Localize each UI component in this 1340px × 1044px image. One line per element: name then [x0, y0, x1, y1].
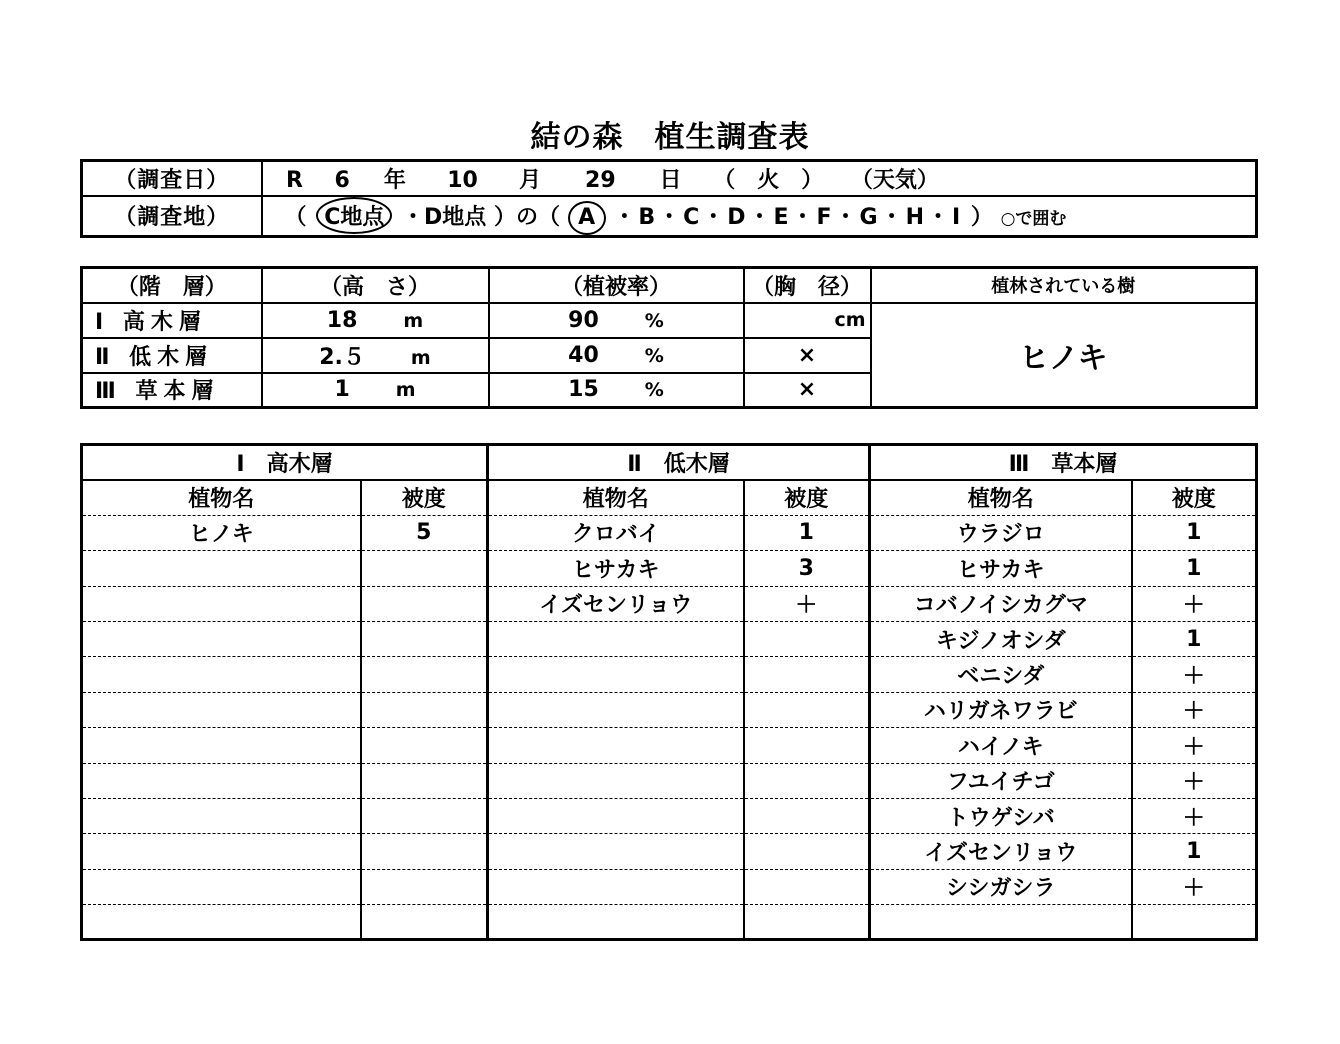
weather-label: （天気）: [850, 167, 939, 193]
col-name-header: 植物名: [82, 480, 361, 515]
strata-table: [80, 266, 1258, 409]
cover-degree-cell: 1: [1132, 551, 1257, 586]
cover-degree-cell: 1: [1132, 834, 1257, 869]
cover-degree-cell: [361, 798, 488, 833]
cover-degree-cell: 1: [744, 515, 870, 550]
height-value: 1: [334, 377, 350, 403]
plant-name-cell: [82, 763, 361, 798]
date-month-unit: 月: [519, 167, 542, 193]
area-options: ・B・C・D・E・F・G・H・I: [613, 204, 964, 230]
date-label: （調査日）: [82, 161, 262, 196]
table-row: [82, 763, 1257, 798]
cover-degree-cell: [361, 586, 488, 621]
cover-degree-cell: [361, 657, 488, 692]
cover-degree-cell: [744, 763, 870, 798]
plant-name-cell: ヒノキ: [82, 515, 361, 550]
table-row: [82, 728, 1257, 763]
plant-name-cell: [82, 621, 361, 656]
strata-header: 植林されている樹: [871, 268, 1257, 303]
col-name-header: 植物名: [488, 480, 744, 515]
plant-name-cell: [488, 869, 744, 904]
plant-name-cell: [82, 692, 361, 727]
plant-name-cell: コバノイシカグマ: [870, 586, 1132, 621]
plant-name-cell: [488, 657, 744, 692]
site-value: [262, 196, 1257, 237]
cover-cell: [489, 338, 744, 373]
cover-unit: %: [644, 344, 664, 367]
layer-header: Ⅰ 高木層: [82, 445, 488, 480]
dbh-value: cm: [744, 303, 871, 338]
layer-label: Ⅰ 高木層: [82, 303, 262, 338]
plant-name-cell: [488, 798, 744, 833]
date-day: 29: [585, 167, 616, 193]
cover-degree-cell: ＋: [1132, 692, 1257, 727]
table-row: [82, 515, 1257, 550]
height-cell: [262, 338, 489, 373]
date-row: [82, 161, 1257, 196]
strata-header: （階 層）: [82, 268, 262, 303]
point-d: ・D地点: [402, 204, 487, 230]
height-value: 2.５: [319, 344, 365, 370]
cover-degree-cell: [744, 798, 870, 833]
selected-area: A: [568, 201, 606, 235]
cover-degree-cell: [744, 657, 870, 692]
plant-name-cell: イズセンリョウ: [870, 834, 1132, 869]
cover-degree-cell: [744, 621, 870, 656]
layer-label: Ⅲ 草本層: [82, 373, 262, 408]
table-row: [82, 869, 1257, 904]
plant-name-cell: ベニシダ: [870, 657, 1132, 692]
site-mid: ）の（: [493, 204, 560, 230]
plant-name-cell: [488, 905, 744, 940]
plant-name-cell: [82, 798, 361, 833]
plant-name-cell: [870, 905, 1132, 940]
height-value: 18: [326, 307, 358, 333]
plant-name-cell: ウラジロ: [870, 515, 1132, 550]
dbh-value: ×: [744, 373, 871, 408]
plant-name-cell: ハイノキ: [870, 728, 1132, 763]
cover-degree-cell: 1: [1132, 515, 1257, 550]
plant-name-cell: フユイチゴ: [870, 763, 1132, 798]
cover-unit: %: [644, 379, 664, 402]
strata-header: （植被率）: [489, 268, 744, 303]
height-unit: m: [395, 379, 416, 402]
cover-cell: [489, 373, 744, 408]
height-unit: m: [410, 346, 431, 369]
date-weekday: （ 火 ）: [713, 167, 824, 193]
cover-degree-cell: [744, 905, 870, 940]
layer-label: Ⅱ 低木層: [82, 338, 262, 373]
plant-name-cell: シシガシラ: [870, 869, 1132, 904]
page-title: 結の森 植生調査表: [530, 120, 810, 155]
plant-name-cell: [488, 692, 744, 727]
cover-degree-cell: 3: [744, 551, 870, 586]
cover-degree-cell: 5: [361, 515, 488, 550]
strata-header-row: [82, 268, 1257, 303]
cover-degree-cell: [361, 834, 488, 869]
col-name-header: 植物名: [870, 480, 1132, 515]
table-row: [82, 798, 1257, 833]
plant-name-cell: [82, 905, 361, 940]
site-label: （調査地）: [82, 196, 262, 237]
cover-cell: [489, 303, 744, 338]
cover-degree-cell: ＋: [1132, 798, 1257, 833]
cover-degree-cell: [361, 621, 488, 656]
cover-degree-cell: ＋: [1132, 728, 1257, 763]
date-era: R: [286, 167, 303, 193]
cover-degree-cell: [744, 692, 870, 727]
cover-degree-cell: ＋: [1132, 657, 1257, 692]
plant-name-cell: [488, 834, 744, 869]
table-row: [82, 834, 1257, 869]
height-unit: m: [403, 309, 424, 332]
site-row: [82, 196, 1257, 237]
column-header-row: [82, 480, 1257, 515]
cover-degree-cell: [361, 551, 488, 586]
cover-value: 15: [568, 377, 599, 403]
cover-degree-cell: [744, 834, 870, 869]
cover-unit: %: [644, 309, 664, 332]
plant-name-cell: [82, 834, 361, 869]
strata-header: （高 さ）: [262, 268, 489, 303]
cover-value: 90: [568, 307, 599, 333]
plant-name-cell: イズセンリョウ: [488, 586, 744, 621]
table-row: [82, 692, 1257, 727]
cover-value: 40: [568, 342, 599, 368]
height-cell: [262, 373, 489, 408]
plant-name-cell: [488, 728, 744, 763]
table-row: [82, 905, 1257, 940]
selected-point: C地点: [316, 197, 392, 234]
cover-degree-cell: [361, 905, 488, 940]
cover-degree-cell: ＋: [744, 586, 870, 621]
plant-name-cell: [82, 586, 361, 621]
cover-degree-cell: [744, 728, 870, 763]
date-value: [262, 161, 1257, 196]
layer-header: Ⅲ 草本層: [870, 445, 1257, 480]
cover-degree-cell: [361, 728, 488, 763]
site-open: （: [284, 204, 307, 230]
survey-header-table: [80, 159, 1258, 238]
plant-name-cell: ヒサカキ: [488, 551, 744, 586]
plant-name-cell: [82, 728, 361, 763]
plant-name-cell: ハリガネワラビ: [870, 692, 1132, 727]
species-table: [80, 443, 1258, 941]
plant-name-cell: [82, 869, 361, 904]
table-row: [82, 621, 1257, 656]
strata-header: （胸 径）: [744, 268, 871, 303]
site-close: ）: [970, 204, 993, 230]
cover-degree-cell: [744, 869, 870, 904]
species-body: [82, 515, 1257, 940]
plant-name-cell: クロバイ: [488, 515, 744, 550]
plant-name-cell: [488, 621, 744, 656]
plant-name-cell: ヒサカキ: [870, 551, 1132, 586]
date-month: 10: [447, 167, 478, 193]
table-row: [82, 586, 1257, 621]
cover-degree-cell: ＋: [1132, 869, 1257, 904]
plant-name-cell: [82, 551, 361, 586]
layer-header: Ⅱ 低木層: [488, 445, 870, 480]
plant-name-cell: キジノオシダ: [870, 621, 1132, 656]
date-year: 6: [334, 167, 350, 193]
col-cover-header: 被度: [744, 480, 870, 515]
cover-degree-cell: ＋: [1132, 763, 1257, 798]
col-cover-header: 被度: [361, 480, 488, 515]
height-cell: [262, 303, 489, 338]
plant-name-cell: [82, 657, 361, 692]
cover-degree-cell: [361, 692, 488, 727]
plant-name-cell: トウゲシバ: [870, 798, 1132, 833]
cover-degree-cell: [361, 869, 488, 904]
date-year-unit: 年: [383, 167, 406, 193]
table-row: [82, 657, 1257, 692]
date-day-unit: 日: [659, 167, 682, 193]
layer-header-row: [82, 445, 1257, 480]
planted-tree: ヒノキ: [871, 303, 1257, 408]
cover-degree-cell: 1: [1132, 621, 1257, 656]
dbh-value: ×: [744, 338, 871, 373]
cover-degree-cell: ＋: [1132, 586, 1257, 621]
plant-name-cell: [488, 763, 744, 798]
circle-note: ○で囲む: [1000, 208, 1067, 229]
table-row: [82, 551, 1257, 586]
cover-degree-cell: [1132, 905, 1257, 940]
strata-row: [82, 303, 1257, 338]
cover-degree-cell: [361, 763, 488, 798]
col-cover-header: 被度: [1132, 480, 1257, 515]
